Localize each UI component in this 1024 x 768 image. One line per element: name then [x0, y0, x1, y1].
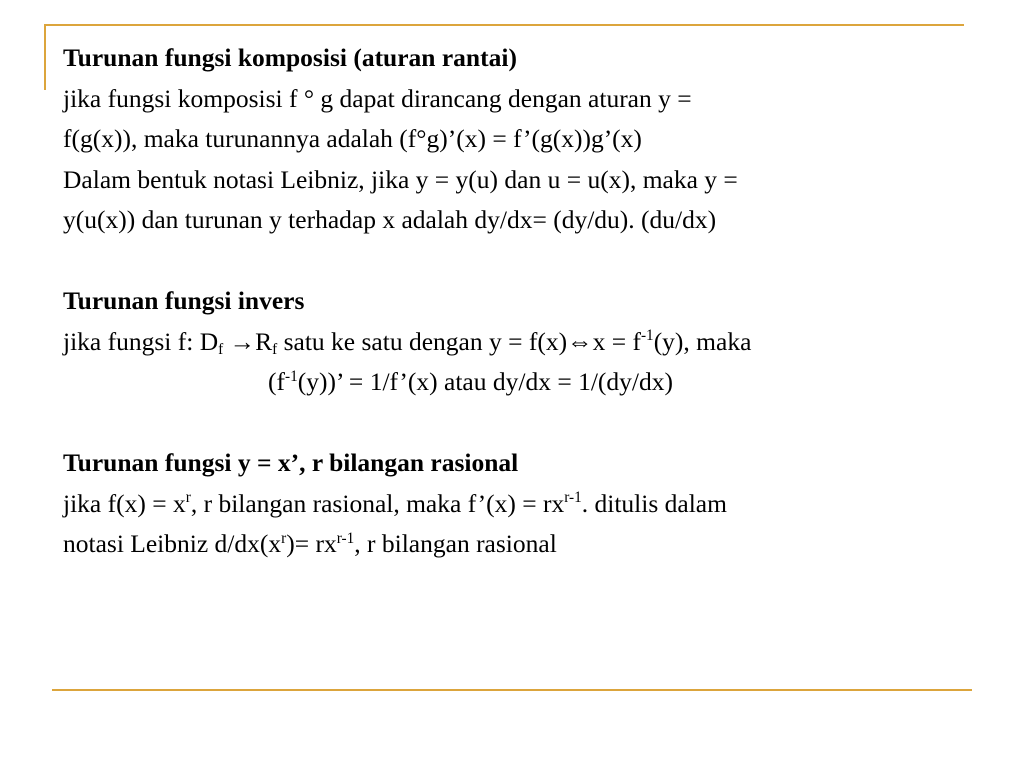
- inverse-text-d: x = f: [592, 326, 641, 356]
- power-rule-line-2: [63, 524, 963, 565]
- power-superscript-r-minus-1: r-1: [564, 489, 582, 507]
- power-l2-text-b: )= rx: [286, 529, 337, 558]
- section-spacer: [63, 403, 963, 444]
- inverse-line-1: [63, 322, 963, 363]
- inverse-heading: Turunan fungsi invers: [63, 286, 305, 315]
- power-text-b: , r bilangan rasional, maka f’(x) = rx: [190, 488, 565, 518]
- power-rule-heading: Turunan fungsi y = x’, r bilangan rasional: [63, 448, 519, 477]
- power-superscript-r: r: [185, 489, 191, 507]
- inverse-l2-text-b: (y))’ = 1/f’(x) atau dy/dx = 1/(dy/dx): [297, 367, 673, 396]
- inverse-text-b: R: [255, 326, 273, 356]
- power-l2-superscript-r-minus-1: r-1: [336, 529, 355, 547]
- power-l2-text-a: notasi Leibniz d/dx(x: [63, 529, 282, 558]
- right-arrow-symbol: →: [223, 326, 256, 356]
- inverse-text-a: jika fungsi f: D: [63, 326, 219, 356]
- section-spacer: [63, 241, 963, 282]
- inverse-l2-superscript: -1: [284, 367, 298, 385]
- top-border-line: [44, 24, 964, 26]
- chain-rule-line-1: jika fungsi komposisi f ° g dapat dirancang dengan aturan y =: [63, 83, 692, 113]
- power-text-a: jika f(x) = x: [63, 488, 186, 518]
- power-l2-superscript-r: r: [281, 529, 287, 547]
- inverse-subscript-f: f: [272, 341, 278, 359]
- chain-rule-line-2: f(g(x)), maka turunannya adalah (f°g)’(x) = f’(g(x))g’(x): [63, 124, 642, 153]
- bottom-border-line: [52, 689, 972, 691]
- chain-rule-heading: Turunan fungsi komposisi (aturan rantai): [63, 43, 517, 72]
- inverse-text-c: satu ke satu dengan y = f(x): [277, 326, 568, 356]
- power-text-c: . ditulis dalam: [581, 488, 727, 518]
- slide-content: [63, 38, 963, 565]
- inverse-line-2: [63, 362, 963, 403]
- power-rule-line-1: [63, 484, 963, 525]
- inverse-superscript: -1: [640, 327, 654, 345]
- inverse-text-e: (y), maka: [653, 326, 752, 356]
- chain-rule-line-4: y(u(x)) dan turunan y terhadap x adalah dy/dx= (dy/du). (du/dx): [63, 205, 717, 234]
- chain-rule-line-3: Dalam bentuk notasi Leibniz, jika y = y(u) dan u = u(x), maka y =: [63, 164, 738, 194]
- power-l2-text-c: , r bilangan rasional: [354, 529, 557, 558]
- inverse-l2-text-a: (f: [268, 367, 285, 396]
- inverse-subscript-f: f: [218, 341, 224, 359]
- iff-arrow-symbol: ⇔: [567, 326, 593, 356]
- left-border-line: [44, 24, 46, 90]
